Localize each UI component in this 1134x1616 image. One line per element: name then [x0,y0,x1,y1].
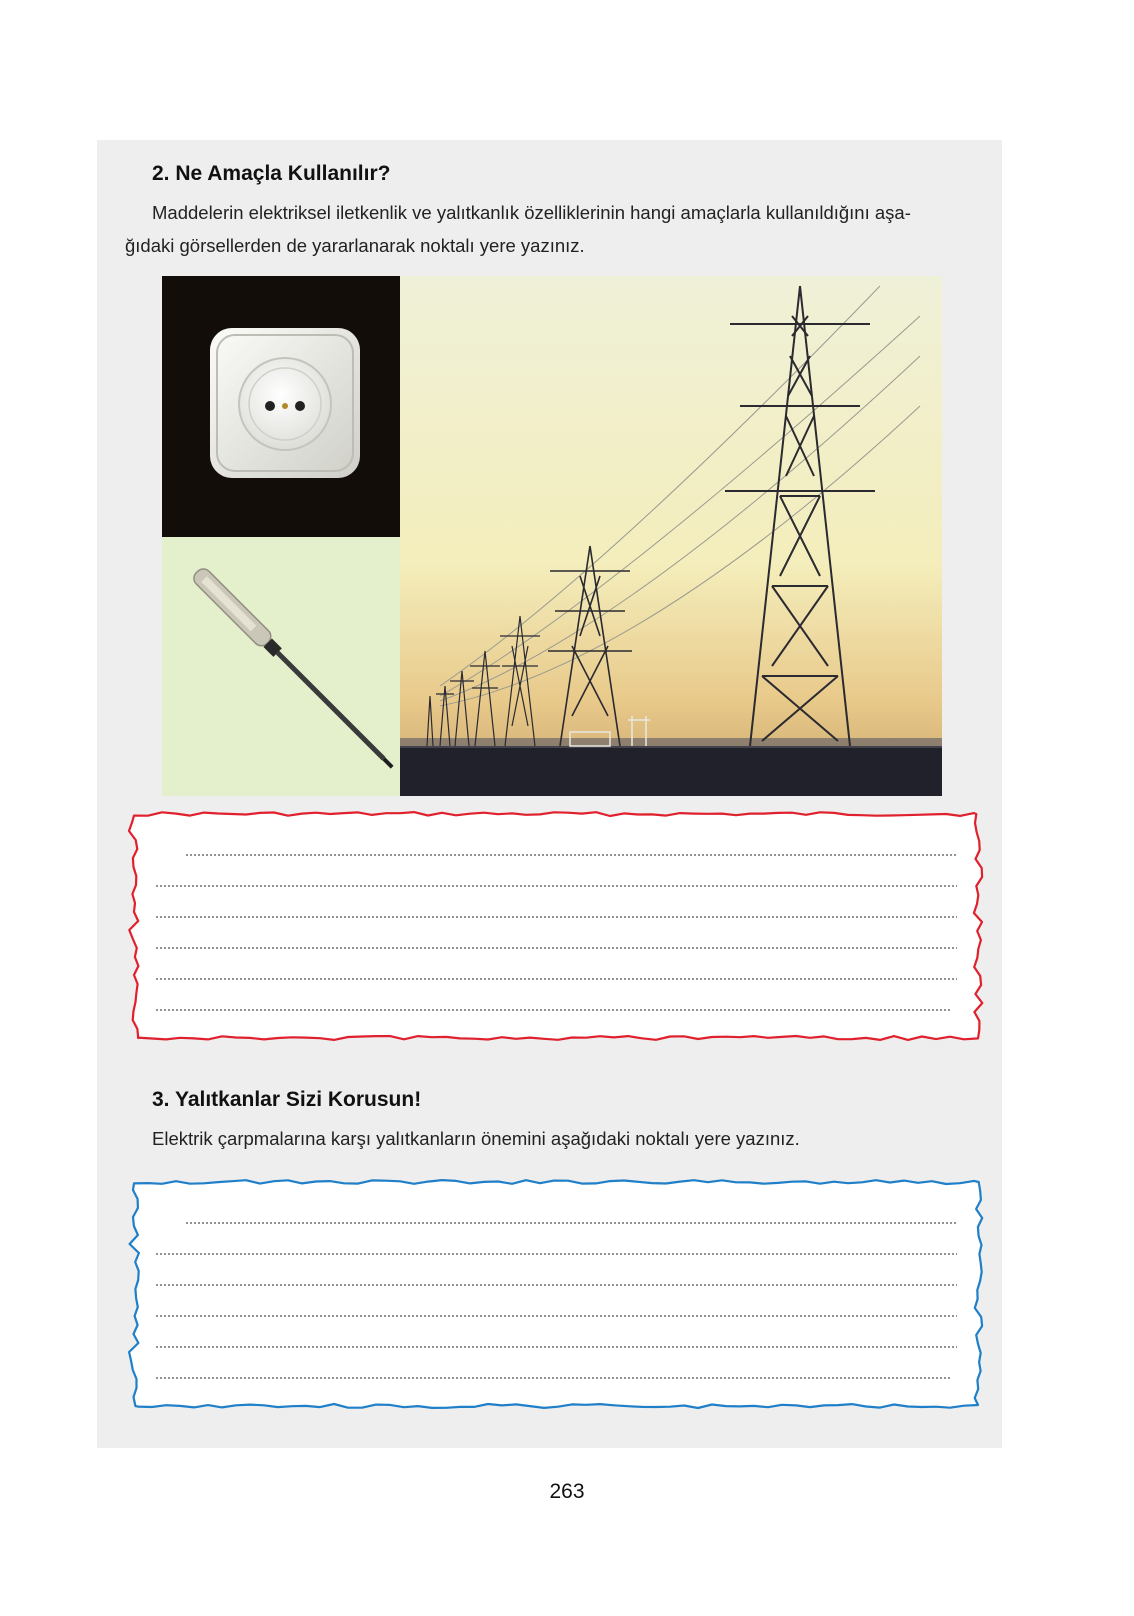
page-number: 263 [549,1480,585,1503]
power-line-towers-photo [400,276,942,796]
section-2-instruction-line-2: ğıdaki görsellerden de yararlanarak noktalı yere yazınız. [125,235,585,256]
electrical-socket-photo [162,276,400,537]
answer-line-1[interactable] [185,1222,957,1224]
section-2-instruction-line-1: Maddelerin elektriksel iletkenlik ve yalıtkanlık özelliklerinin hangi amaçlarla kullanıldığını aşa- [152,202,911,223]
answer-line-6[interactable] [155,1009,952,1011]
answer-line-5[interactable] [155,1346,957,1348]
answer-line-6[interactable] [155,1377,952,1379]
answer-line-5[interactable] [155,978,957,980]
answer-line-3[interactable] [155,916,957,918]
section-3-answer-box[interactable] [128,1176,984,1412]
tester-screwdriver-photo [162,537,400,796]
answer-line-2[interactable] [155,1253,957,1255]
section-3-instruction: Elektrik çarpmalarına karşı yalıtkanların önemini aşağıdaki noktalı yere yazınız. [152,1128,800,1149]
answer-line-3[interactable] [155,1284,957,1286]
answer-line-4[interactable] [155,947,957,949]
answer-line-1[interactable] [185,854,957,856]
section-3-title: 3. Yalıtkanlar Sizi Korusun! [152,1088,422,1111]
section-2-answer-box[interactable] [128,808,984,1044]
answer-line-2[interactable] [155,885,957,887]
section-2-title: 2. Ne Amaçla Kullanılır? [152,162,391,185]
answer-line-4[interactable] [155,1315,957,1317]
